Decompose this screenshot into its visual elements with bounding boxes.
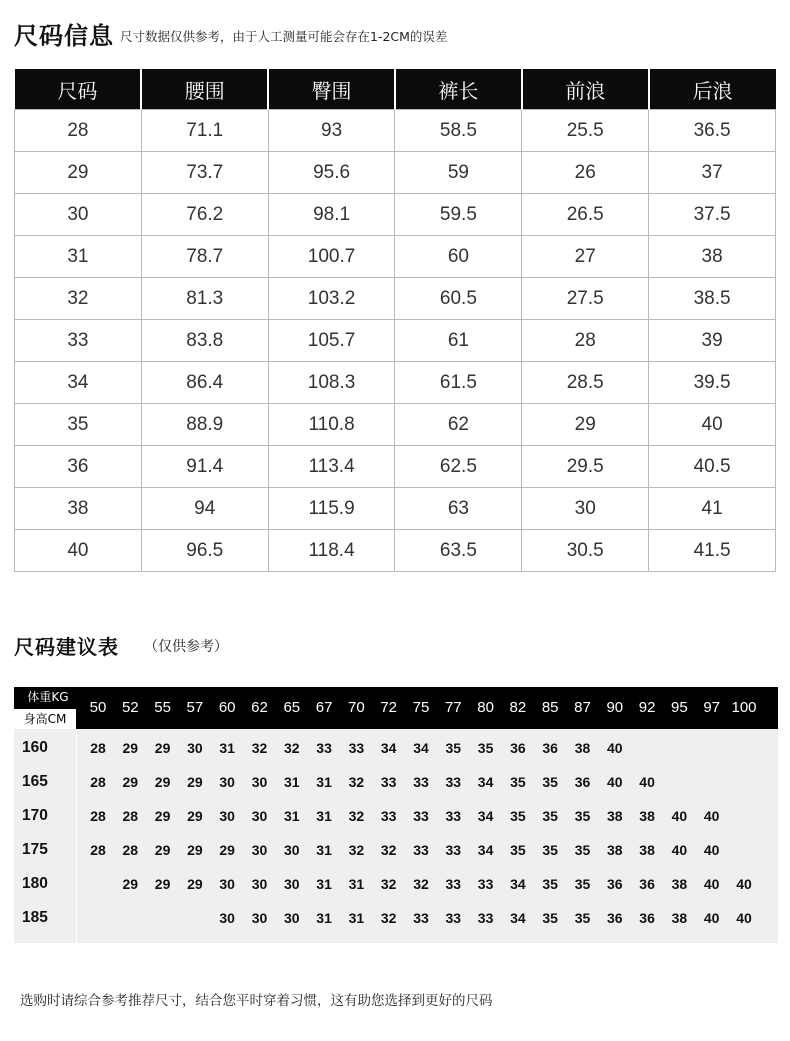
size-cell: 62.5 — [395, 446, 522, 488]
recommended-size-cell: 31 — [348, 909, 365, 926]
recommended-size-cell: 32 — [380, 909, 397, 926]
recommended-size-cell: 29 — [154, 875, 171, 892]
recommended-size-cell: 29 — [154, 807, 171, 824]
height-label: 身高CM — [14, 709, 76, 729]
size-cell: 88.9 — [141, 404, 268, 446]
size-cell: 96.5 — [141, 530, 268, 572]
recommended-size-cell: 28 — [122, 807, 139, 824]
recommended-size-cell: 32 — [348, 841, 365, 858]
size-row — [15, 530, 776, 572]
size-cell: 95.6 — [268, 152, 395, 194]
recommended-size-cell: 40 — [607, 773, 623, 790]
recommended-size-cell: 34 — [413, 740, 429, 756]
size-cell: 108.3 — [268, 362, 395, 404]
recommended-size-cell: 29 — [154, 841, 171, 858]
height-row-label: 180 — [22, 874, 48, 892]
weight-header-cell: 77 — [444, 699, 462, 716]
weight-header-cell: 90 — [606, 699, 624, 716]
corner-cell — [14, 687, 76, 729]
recommended-size-cell: 30 — [219, 773, 235, 790]
recommended-size-cell: 36 — [607, 909, 623, 926]
size-cell: 61.5 — [395, 362, 522, 404]
recommend-note: （仅供参考） — [144, 639, 228, 655]
size-cell: 40 — [649, 404, 776, 446]
recommend-table — [14, 687, 778, 943]
size-row — [15, 194, 776, 236]
footer-note: 选购时请综合参考推荐尺寸，结合您平时穿着习惯，这有助您选择到更好的尺码 — [20, 993, 493, 1009]
recommended-size-cell: 28 — [90, 841, 106, 858]
size-cell: 31 — [15, 236, 142, 278]
header-front-rise: 前浪 — [522, 69, 649, 110]
recommended-size-cell: 33 — [413, 909, 429, 926]
header-size: 尺码 — [15, 69, 142, 110]
size-table — [14, 69, 776, 572]
size-info-title: 尺码信息 — [14, 22, 114, 50]
recommended-size-cell: 29 — [122, 773, 139, 790]
recommended-size-cell: 36 — [607, 875, 623, 892]
size-cell: 94 — [141, 488, 268, 530]
recommended-size-cell: 38 — [639, 807, 655, 824]
size-cell: 113.4 — [268, 446, 395, 488]
recommended-size-cell: 33 — [348, 740, 365, 756]
size-cell: 38 — [15, 488, 142, 530]
size-cell: 103.2 — [268, 278, 395, 320]
recommended-size-cell: 30 — [219, 875, 235, 892]
size-cell: 91.4 — [141, 446, 268, 488]
size-cell: 27.5 — [522, 278, 649, 320]
recommended-size-cell: 32 — [348, 773, 365, 790]
recommended-size-cell: 28 — [122, 841, 139, 858]
recommended-size-cell: 31 — [316, 909, 332, 926]
header-hip: 臀围 — [268, 69, 395, 110]
size-row — [15, 362, 776, 404]
weight-header-cell: 52 — [121, 699, 139, 716]
header-back-rise: 后浪 — [649, 69, 776, 110]
recommended-size-cell: 28 — [90, 740, 106, 756]
recommended-size-cell: 31 — [219, 740, 235, 756]
size-cell: 26 — [522, 152, 649, 194]
size-row — [15, 236, 776, 278]
size-cell: 39.5 — [649, 362, 776, 404]
recommended-size-cell: 33 — [445, 807, 462, 824]
size-cell: 71.1 — [141, 110, 268, 152]
recommended-size-cell: 34 — [477, 807, 494, 824]
weight-header-cell: 75 — [412, 699, 430, 716]
size-cell: 25.5 — [522, 110, 649, 152]
column-divider — [76, 729, 77, 943]
recommended-size-cell: 30 — [251, 875, 268, 892]
size-cell: 29 — [15, 152, 142, 194]
size-cell: 27 — [522, 236, 649, 278]
recommended-size-cell: 40 — [671, 841, 688, 858]
size-row — [15, 152, 776, 194]
size-cell: 60 — [395, 236, 522, 278]
size-row — [15, 110, 776, 152]
recommended-size-cell: 36 — [639, 875, 655, 892]
recommended-size-cell: 32 — [380, 875, 397, 892]
size-cell: 26.5 — [522, 194, 649, 236]
recommended-size-cell: 33 — [413, 807, 429, 824]
recommended-size-cell: 35 — [477, 740, 494, 756]
recommend-title: 尺码建议表 — [14, 635, 119, 659]
size-cell: 60.5 — [395, 278, 522, 320]
recommended-size-cell: 38 — [574, 740, 591, 756]
recommended-size-cell: 28 — [90, 773, 106, 790]
size-cell: 93 — [268, 110, 395, 152]
size-cell: 118.4 — [268, 530, 395, 572]
recommended-size-cell: 35 — [542, 841, 558, 858]
recommended-size-cell: 33 — [316, 740, 332, 756]
size-row — [15, 320, 776, 362]
size-cell: 86.4 — [141, 362, 268, 404]
size-cell: 37.5 — [649, 194, 776, 236]
size-cell: 62 — [395, 404, 522, 446]
recommended-size-cell: 40 — [703, 909, 720, 926]
size-cell: 115.9 — [268, 488, 395, 530]
recommended-size-cell: 40 — [736, 909, 752, 926]
height-row-label: 170 — [22, 806, 48, 824]
size-cell: 83.8 — [141, 320, 268, 362]
weight-header-cell: 57 — [186, 699, 204, 716]
recommended-size-cell: 29 — [219, 841, 235, 858]
recommended-size-cell: 33 — [445, 841, 462, 858]
recommended-size-cell: 31 — [316, 773, 332, 790]
recommended-size-cell: 40 — [607, 740, 623, 756]
size-cell: 29.5 — [522, 446, 649, 488]
recommended-size-cell: 30 — [251, 807, 268, 824]
size-cell: 81.3 — [141, 278, 268, 320]
recommended-size-cell: 35 — [510, 773, 526, 790]
size-info-note: 尺寸数据仅供参考，由于人工测量可能会存在1-2CM的误差 — [120, 29, 448, 44]
header-waist: 腰围 — [141, 69, 268, 110]
recommended-size-cell: 40 — [639, 773, 655, 790]
size-cell: 30 — [15, 194, 142, 236]
recommended-size-cell: 30 — [187, 740, 203, 756]
weight-header-cell: 60 — [218, 699, 236, 716]
recommended-size-cell: 33 — [380, 807, 397, 824]
size-cell: 29 — [522, 404, 649, 446]
recommended-size-cell: 34 — [477, 841, 494, 858]
weight-header-cell: 95 — [671, 699, 688, 716]
size-cell: 28.5 — [522, 362, 649, 404]
size-cell: 105.7 — [268, 320, 395, 362]
recommended-size-cell: 33 — [477, 909, 494, 926]
size-row — [15, 446, 776, 488]
size-row — [15, 404, 776, 446]
recommended-size-cell: 34 — [477, 773, 494, 790]
height-row-label: 185 — [22, 908, 48, 926]
recommended-size-cell: 30 — [284, 841, 300, 858]
recommended-size-cell: 33 — [380, 773, 397, 790]
size-cell: 34 — [15, 362, 142, 404]
weight-header-cell: 97 — [703, 699, 721, 716]
size-cell: 40 — [15, 530, 142, 572]
size-cell: 59.5 — [395, 194, 522, 236]
recommended-size-cell: 33 — [445, 773, 462, 790]
recommended-size-cell: 30 — [251, 841, 268, 858]
size-cell: 33 — [15, 320, 142, 362]
size-cell: 63 — [395, 488, 522, 530]
recommended-size-cell: 33 — [477, 875, 494, 892]
size-cell: 40.5 — [649, 446, 776, 488]
recommended-size-cell: 35 — [445, 740, 462, 756]
header-length: 裤长 — [395, 69, 522, 110]
recommended-size-cell: 35 — [542, 875, 558, 892]
size-cell: 28 — [15, 110, 142, 152]
recommended-size-cell: 30 — [251, 909, 268, 926]
size-cell: 78.7 — [141, 236, 268, 278]
recommended-size-cell: 40 — [703, 807, 720, 824]
size-cell: 59 — [395, 152, 522, 194]
weight-header-cell: 87 — [574, 699, 591, 716]
weight-header-cell: 92 — [638, 699, 656, 716]
size-cell: 37 — [649, 152, 776, 194]
recommended-size-cell: 29 — [187, 773, 203, 790]
recommended-size-cell: 31 — [284, 807, 300, 824]
weight-label: 体重KG — [27, 690, 69, 704]
size-cell: 39 — [649, 320, 776, 362]
recommended-size-cell: 31 — [284, 773, 300, 790]
size-table-header — [15, 69, 776, 110]
recommended-size-cell: 33 — [413, 841, 429, 858]
weight-header-cell: 50 — [89, 699, 107, 716]
recommended-size-cell: 35 — [574, 841, 591, 858]
size-row — [15, 278, 776, 320]
size-cell: 30.5 — [522, 530, 649, 572]
recommended-size-cell: 35 — [574, 909, 591, 926]
size-cell: 61 — [395, 320, 522, 362]
weight-header-cell: 82 — [509, 699, 527, 716]
height-row-label: 175 — [22, 840, 48, 858]
recommended-size-cell: 35 — [542, 909, 558, 926]
recommended-size-cell: 35 — [574, 875, 591, 892]
size-cell: 38.5 — [649, 278, 776, 320]
recommended-size-cell: 32 — [413, 875, 429, 892]
recommended-size-cell: 32 — [251, 740, 268, 756]
recommended-size-cell: 36 — [574, 773, 591, 790]
recommended-size-cell: 36 — [542, 740, 558, 756]
weight-header-cell: 85 — [541, 699, 559, 716]
size-cell: 98.1 — [268, 194, 395, 236]
size-cell: 41.5 — [649, 530, 776, 572]
recommended-size-cell: 29 — [154, 773, 171, 790]
recommended-size-cell: 36 — [639, 909, 655, 926]
recommended-size-cell: 38 — [671, 875, 688, 892]
recommended-size-cell: 34 — [510, 875, 526, 892]
recommended-size-cell: 38 — [671, 909, 688, 926]
size-cell: 110.8 — [268, 404, 395, 446]
recommended-size-cell: 29 — [154, 740, 171, 756]
recommended-size-cell: 29 — [187, 807, 203, 824]
size-cell: 35 — [15, 404, 142, 446]
recommended-size-cell: 35 — [542, 807, 558, 824]
recommended-size-cell: 34 — [380, 740, 397, 756]
recommended-size-cell: 30 — [219, 909, 235, 926]
recommended-size-cell: 33 — [445, 909, 462, 926]
recommended-size-cell: 29 — [187, 875, 203, 892]
weight-header-cell: 100 — [731, 699, 757, 716]
size-cell: 36.5 — [649, 110, 776, 152]
weight-header-cell: 65 — [283, 699, 301, 716]
size-cell: 30 — [522, 488, 649, 530]
recommended-size-cell: 40 — [736, 875, 752, 892]
recommended-size-cell: 38 — [607, 841, 623, 858]
weight-header-cell: 70 — [348, 699, 365, 716]
recommended-size-cell: 32 — [348, 807, 365, 824]
size-cell: 28 — [522, 320, 649, 362]
size-cell: 76.2 — [141, 194, 268, 236]
recommended-size-cell: 30 — [219, 807, 235, 824]
weight-header-cell: 55 — [154, 699, 171, 716]
recommended-size-cell: 32 — [284, 740, 300, 756]
size-cell: 41 — [649, 488, 776, 530]
size-cell: 36 — [15, 446, 142, 488]
recommended-size-cell: 35 — [542, 773, 558, 790]
recommended-size-cell: 30 — [284, 909, 300, 926]
weight-header-cell: 80 — [477, 699, 494, 716]
height-row-label: 165 — [22, 772, 48, 790]
recommended-size-cell: 38 — [607, 807, 623, 824]
recommended-size-cell: 34 — [510, 909, 526, 926]
recommended-size-cell: 33 — [445, 875, 462, 892]
recommended-size-cell: 28 — [90, 807, 106, 824]
size-cell: 38 — [649, 236, 776, 278]
size-cell: 58.5 — [395, 110, 522, 152]
recommended-size-cell: 31 — [316, 807, 332, 824]
weight-header-cell: 67 — [315, 699, 333, 716]
recommended-size-cell: 29 — [187, 841, 203, 858]
size-cell: 73.7 — [141, 152, 268, 194]
recommended-size-cell: 29 — [122, 875, 139, 892]
recommended-size-cell: 35 — [574, 807, 591, 824]
weight-header-row — [14, 687, 778, 729]
recommended-size-cell: 35 — [510, 807, 526, 824]
recommended-size-cell: 40 — [703, 841, 720, 858]
recommended-size-cell: 33 — [413, 773, 429, 790]
size-row — [15, 488, 776, 530]
recommended-size-cell: 40 — [703, 875, 720, 892]
recommended-size-cell: 31 — [316, 875, 332, 892]
height-row-label: 160 — [22, 739, 48, 756]
weight-header-cell: 62 — [251, 699, 268, 716]
recommended-size-cell: 32 — [380, 841, 397, 858]
size-cell: 32 — [15, 278, 142, 320]
size-cell: 100.7 — [268, 236, 395, 278]
recommended-size-cell: 40 — [671, 807, 688, 824]
recommended-size-cell: 36 — [510, 740, 526, 756]
recommended-size-cell: 29 — [122, 740, 139, 756]
recommended-size-cell: 31 — [348, 875, 365, 892]
recommended-size-cell: 30 — [251, 773, 268, 790]
weight-header-cell: 72 — [380, 699, 398, 716]
recommended-size-cell: 31 — [316, 841, 332, 858]
recommended-size-cell: 35 — [510, 841, 526, 858]
recommended-size-cell: 38 — [639, 841, 655, 858]
size-cell: 63.5 — [395, 530, 522, 572]
recommended-size-cell: 30 — [284, 875, 300, 892]
